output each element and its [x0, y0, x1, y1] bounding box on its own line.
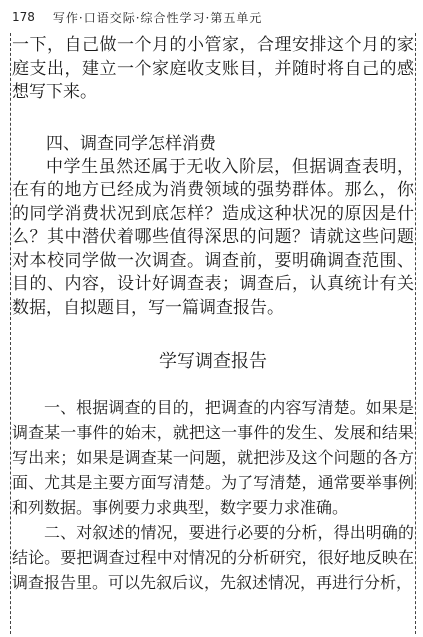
page-content [12, 34, 414, 595]
lesson-paragraph-1: 一、根据调查的目的，把调查的内容写清楚。如果是调查某一事件的始末，就把这一事件的发生、发展和结果写出来；如果是调查某一问题，就把涉及这个问题的各方面、尤其是主要方面写清楚。为了写清楚，通常要举事例和列数据。事例要力求典型，数字要力求准确。 [12, 398, 414, 517]
lesson-title: 学写调查报告 [159, 351, 267, 372]
page-number: 178 [12, 10, 35, 24]
page-header [12, 6, 412, 28]
section-body: 中学生虽然还属于无收入阶层，但据调查表明，在有的地方已经成为消费领域的强势群体。那么，你的同学消费状况到底怎样？造成这种状况的原因是什么？其中潜伏着哪些值得深思的问题？请就这些问题对本校同学做一次调查。调查前，要明确调查范围、目的、内容，设计好调查表；调查后，认真统计有关数据，自拟题目，写一篇调查报告。 [12, 156, 414, 318]
intro-paragraph: 一下，自己做一个月的小管家，合理安排这个月的家庭支出，建立一个家庭收支账目，并随时将自己的感想写下来。 [12, 35, 414, 102]
section-heading: 四、调查同学怎样消费 [46, 133, 216, 154]
lesson-paragraph-2: 二、对叙述的情况，要进行必要的分析，得出明确的结论。要把调查过程中对情况的分析研究，很好地反映在调查报告里。可以先叙后议，先叙述情况，再进行分析， [12, 523, 414, 592]
running-title: 写作·口语交际·综合性学习·第五单元 [52, 10, 263, 25]
